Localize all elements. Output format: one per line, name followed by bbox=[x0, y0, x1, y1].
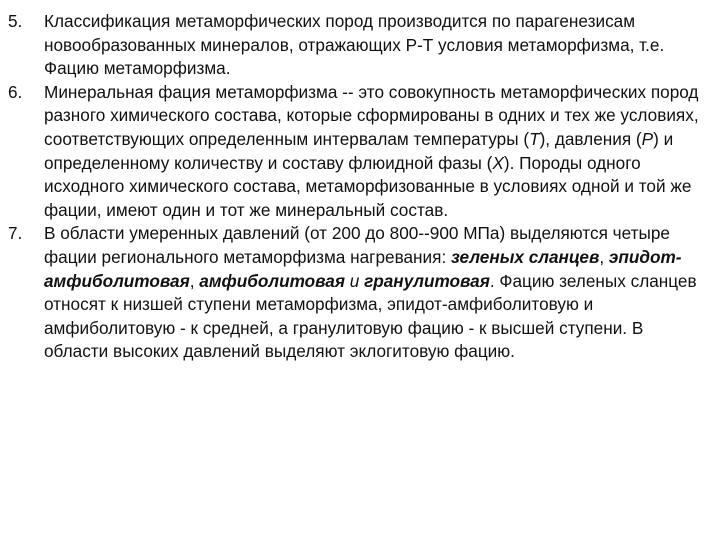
list-item-text-part: ) и определенному количеству и составу флюидной фазы ( bbox=[44, 128, 674, 173]
pressure-symbol: Р bbox=[641, 128, 654, 149]
list-item-number: 6. bbox=[8, 81, 23, 102]
separator: , bbox=[189, 270, 200, 291]
list-item-number: 5. bbox=[8, 11, 23, 31]
list-item-text: Классификация метаморфических пород производится по парагенезисам новообразованных минералов, отражающих Р-Т условия метаморфизма, т.е. Фацию метаморфизма. bbox=[44, 11, 665, 79]
list-item-text-part: ), давления ( bbox=[539, 128, 642, 149]
facies-term-granulite: гранулитовая bbox=[364, 270, 490, 291]
list-item-text-part: В области умеренных давлений (от 200 до 800--900 МПа) выделяются четыре фации регионального метаморфизма нагревания: bbox=[44, 223, 670, 267]
separator: , bbox=[599, 246, 609, 267]
list-item-text-part: . Фацию зеленых сланцев относят к низшей ступени метаморфизма, эпидот-амфиболитовую и амфиболитовую - к средней, а гранулитовую фацию - к высшей ступени. В области высоких давлений выделяют эклогитовую фацию. bbox=[44, 270, 697, 362]
list-item-5 bbox=[8, 10, 712, 81]
facies-term-epidote-amphibolite: эпидот-амфиболитовая bbox=[44, 246, 682, 291]
list-item-7 bbox=[8, 222, 712, 364]
list-item-text-part: ). Породы одного исходного химического состава, метаморфизованные в условиях одной и той же фации, имеют один и тот же минеральный состав. bbox=[44, 152, 692, 220]
facies-term-greenschist: зеленых сланцев bbox=[451, 246, 600, 267]
list-item-text-part: Минеральная фация метаморфизма -- это совокупность метаморфических пород разного химического состава, которые сформированы в одних и тех же условиях, соответствующих определенным интервалам температуры ( bbox=[44, 81, 699, 149]
list-item-6 bbox=[8, 81, 712, 223]
temperature-symbol: Т bbox=[529, 128, 540, 149]
numbered-list bbox=[8, 10, 712, 364]
fluid-phase-symbol: Х bbox=[492, 152, 504, 173]
list-item-number: 7. bbox=[8, 223, 23, 244]
conjunction: и bbox=[344, 270, 365, 291]
facies-term-amphibolite: амфиболитовая bbox=[199, 270, 345, 291]
